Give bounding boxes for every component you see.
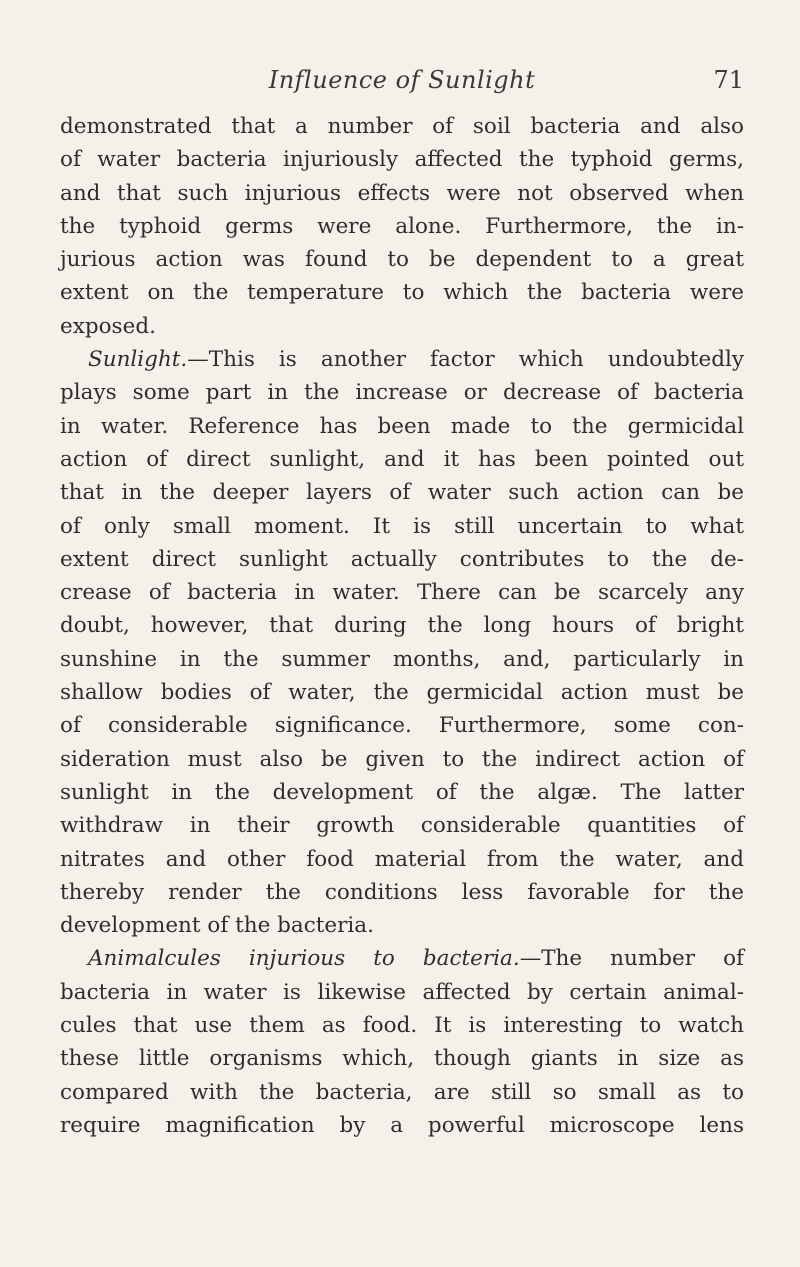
text-line [60, 343, 744, 376]
paragraph [60, 110, 744, 343]
text-line: sunshine in the summer months, and, particularly in [60, 646, 744, 672]
text-line: shallow bodies of water, the germicidal action must be [60, 680, 744, 706]
body-text [60, 110, 744, 1142]
text-line: of considerable significance. Furthermore, some con- [60, 713, 744, 739]
text-line: of only small moment. It is still uncertain to what [60, 513, 744, 539]
text-line: sunlight in the development of the algæ. The latter [60, 779, 744, 805]
page-header [60, 66, 744, 106]
text-line: bacteria in water is likewise affected by certain animal- [60, 979, 744, 1005]
running-title: Influence of Sunlight [268, 66, 536, 94]
text-line: require magnification by a powerful microscope lens [60, 1112, 744, 1138]
text-line: development of the bacteria. [60, 913, 374, 939]
text-line: and that such injurious effects were not observed when [60, 180, 744, 206]
text-line: that in the deeper layers of water such action can be [60, 480, 744, 506]
text-line: sideration must also be given to the indirect action of [60, 746, 744, 772]
text-line: cules that use them as food. It is interesting to watch [60, 1013, 744, 1039]
text-line: in water. Reference has been made to the germicidal [60, 413, 744, 439]
text-run: —This is another factor which undoubtedly [187, 347, 744, 373]
text-line: action of direct sunlight, and it has been pointed out [60, 446, 744, 472]
text-line: exposed. [60, 313, 156, 339]
text-line: these little organisms which, though giants in size as [60, 1046, 744, 1072]
page-number: 71 [713, 66, 744, 94]
text-line: thereby render the conditions less favorable for the [60, 879, 744, 905]
text-line: nitrates and other food material from the water, and [60, 846, 744, 872]
paragraph-sunlight [60, 343, 744, 942]
paragraph-animalcules [60, 942, 744, 1142]
text-line: of water bacteria injuriously affected the typhoid germs, [60, 147, 744, 173]
text-line: jurious action was found to be dependent to a great [60, 247, 744, 273]
text-line [60, 942, 744, 975]
text-run: —The number of [519, 946, 745, 972]
text-line: compared with the bacteria, are still so small as to [60, 1079, 744, 1105]
text-line: plays some part in the increase or decrease of bacteria [60, 380, 744, 406]
text-line: crease of bacteria in water. There can be scarcely any [60, 580, 744, 606]
text-line: demonstrated that a number of soil bacteria and also [60, 114, 744, 139]
text-line: extent on the temperature to which the bacteria were [60, 280, 744, 306]
text-line: withdraw in their growth considerable quantities of [60, 813, 744, 839]
section-heading-sunlight: Sunlight. [88, 347, 188, 373]
text-line: extent direct sunlight actually contributes to the de- [60, 546, 744, 572]
text-line: doubt, however, that during the long hours of bright [60, 613, 744, 639]
text-line: the typhoid germs were alone. Furthermore, the in- [60, 213, 744, 239]
section-heading-animalcules: Animalcules injurious to bacteria. [88, 946, 520, 972]
